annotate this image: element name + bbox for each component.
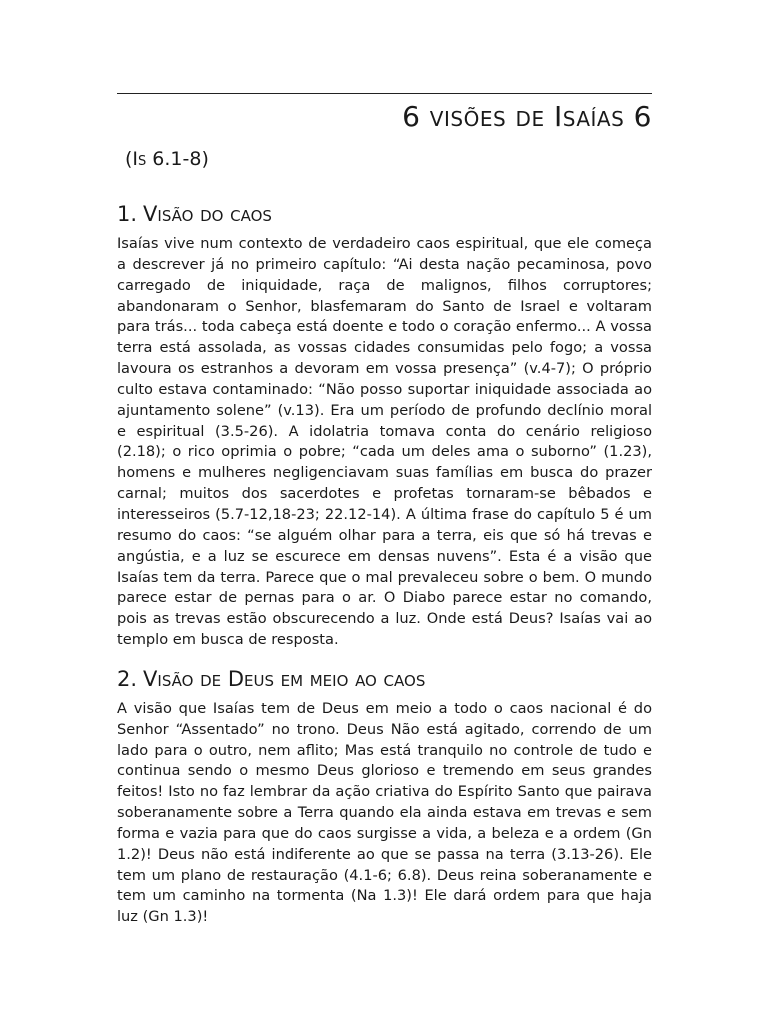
- section-heading-2: [117, 665, 652, 693]
- scripture-reference: (Is 6.1-8): [125, 148, 209, 170]
- section-number: 1.: [117, 202, 138, 226]
- section-title: Visão do caos: [143, 202, 272, 226]
- header-rule: [117, 93, 652, 94]
- section-body-1: Isaías vive num contexto de verdadeiro caos espiritual, que ele começa a descrever já no primeiro capítulo: “Ai desta nação pecaminosa, povo carregado de iniquidade, raça de malignos, filhos corruptores; abandonaram o Senhor, blasfemaram do Santo de Israel e voltaram para trás... toda cabeça está doente e todo o coração enfermo... A vossa terra está assolada, as vossas cidades consumidas pelo fogo; a vossa lavoura os estranhos a devoram em vossa presença” (v.4-7); O próprio culto estava contaminado: “Não posso suportar iniquidade associada ao ajuntamento solene” (v.13). Era um período de profundo declínio moral e espiritual (3.5-26). A idolatria tomava conta do cenário religioso (2.18); o rico oprimia o pobre; “cada um deles ama o suborno” (1.23), homens e mulheres negligenciavam suas famílias em busca do prazer carnal; muitos dos sacerdotes e profetas tornaram-se bêbados e interesseiros (5.7-12,18-23; 22.12-14). A última frase do capítulo 5 é um resumo do caos: “se alguém olhar para a terra, eis que só há trevas e angústia, e a luz se escurece em densas nuvens”. Esta é a visão que Isaías tem da terra. Parece que o mal prevaleceu sobre o bem. O mundo parece estar de pernas para o ar. O Diabo parece estar no comando, pois as trevas estão obscurecendo a luz. Onde está Deus? Isaías vai ao templo em busca de resposta.: [117, 235, 652, 649]
- document-title: 6 visões de Isaías 6: [402, 100, 652, 133]
- section-number: 2.: [117, 666, 138, 691]
- section-title: Visão de Deus em meio ao caos: [143, 666, 426, 691]
- section-heading-1: [117, 200, 652, 228]
- section-body-2: A visão que Isaías tem de Deus em meio a todo o caos nacional é do Senhor “Assentado” no trono. Deus Não está agitado, correndo de um lado para o outro, nem aflito; Mas está tranquilo no controle de tudo e continua sendo o mesmo Deus glorioso e tremendo em seus grandes feitos! Isto no faz lembrar da ação criativa do Espírito Santo que pairava soberanamente sobre a Terra quando ela ainda estava em trevas e sem forma e vazia para que do caos surgisse a vida, a beleza e a ordem (Gn 1.2)! Deus não está indiferente ao que se passa na terra (3.13-26). Ele tem um plano de restauração (4.1-6; 6.8). Deus reina soberanamente e tem um caminho na tormenta (Na 1.3)! Ele dará ordem para que haja luz (Gn 1.3)!: [117, 699, 652, 926]
- document-page: [117, 93, 652, 928]
